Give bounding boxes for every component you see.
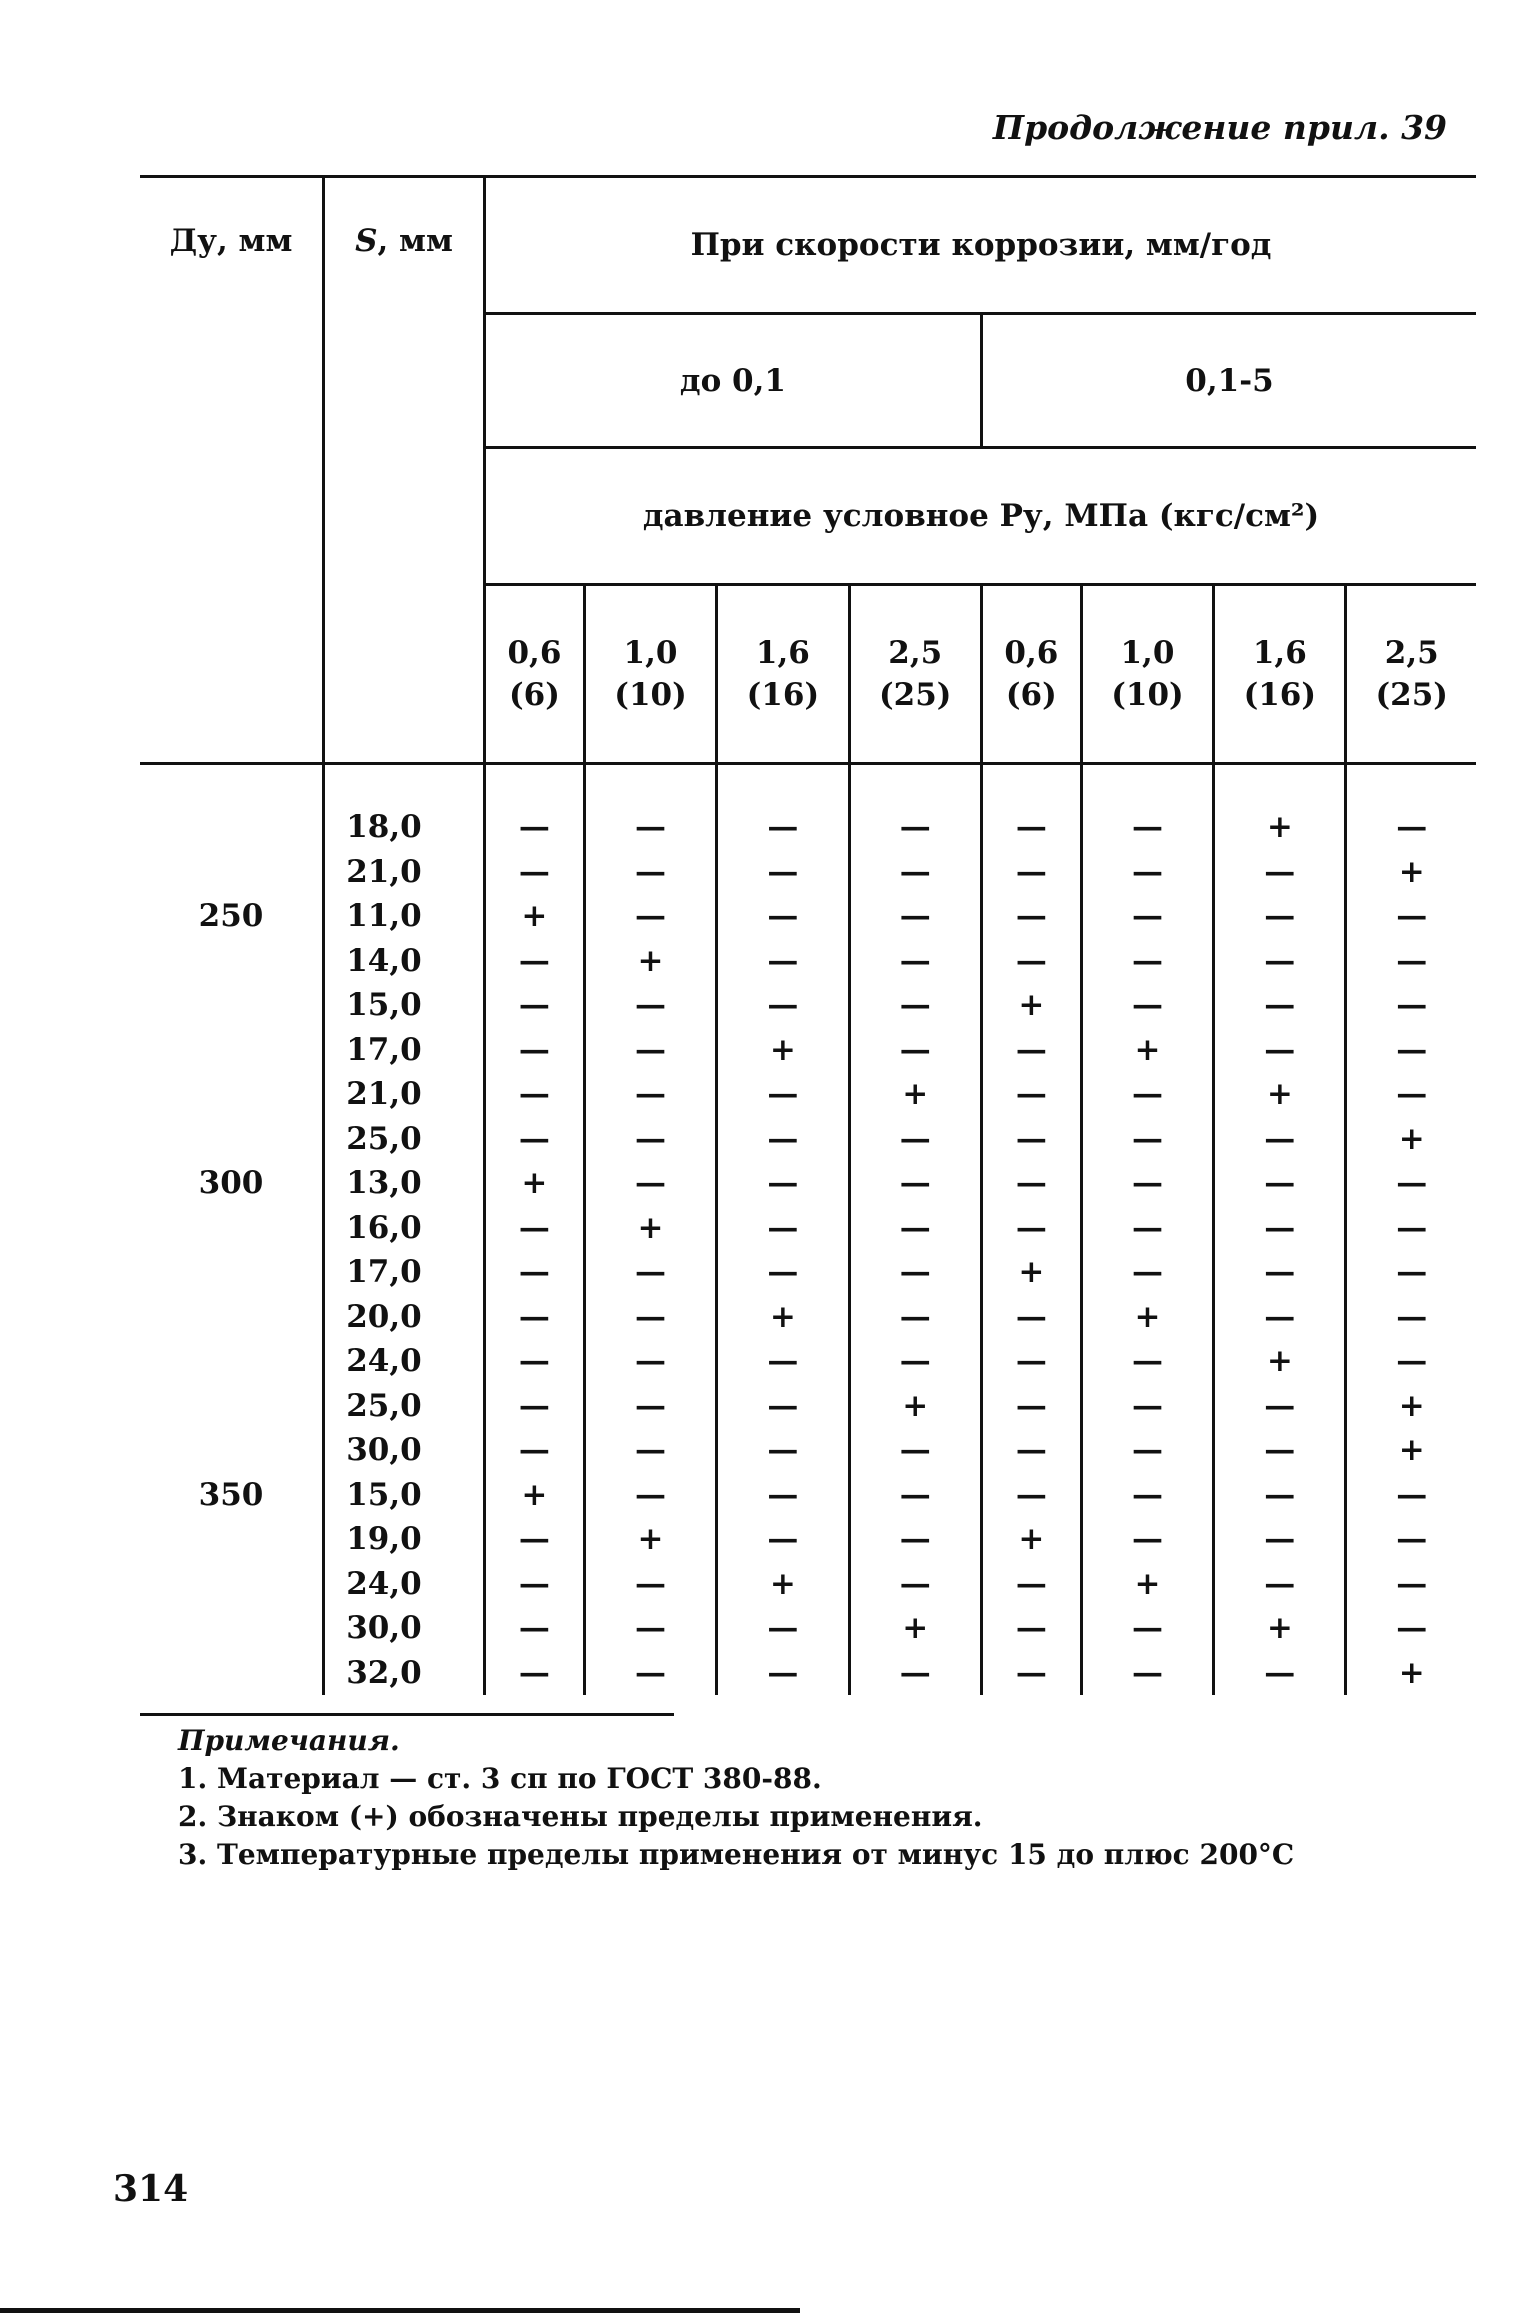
du-value [140,1028,322,1073]
applicability-mark: — [1264,898,1296,934]
du-value [140,1295,322,1340]
applicability-mark: + [1398,1654,1425,1691]
pressure-mpa: 1,0 [623,635,678,671]
pressure-mpa: 1,6 [1252,635,1307,671]
mark-column-7 [1214,764,1346,1696]
applicability-mark: — [767,898,799,934]
applicability-mark: + [1134,1298,1161,1335]
applicability-mark: + [1398,1120,1425,1157]
applicability-mark: — [767,1432,799,1468]
du-value: 300 [198,1165,264,1201]
applicability-mark: — [1131,1387,1163,1424]
applicability-mark: — [899,942,931,979]
pressure-column-header [1214,585,1346,764]
pressure-column-header [584,585,716,764]
applicability-mark: — [1131,942,1163,979]
applicability-mark: — [1131,1432,1163,1468]
s-value: 17,0 [346,1031,422,1068]
du-value: 350 [198,1476,264,1513]
pressure-kgf: (25) [879,677,952,713]
applicability-mark: — [518,1031,550,1068]
applicability-mark: — [1131,898,1163,934]
applicability-mark: + [1266,1076,1293,1112]
pressure-kgf: (25) [1375,677,1448,713]
applicability-mark: + [769,1031,796,1068]
applicability-mark: — [635,1387,667,1424]
du-column [140,764,324,1696]
applicability-mark: — [767,942,799,979]
applicability-mark: — [767,1165,799,1201]
s-value: 30,0 [346,1432,422,1468]
pressure-column-header [485,585,585,764]
applicability-mark: — [1396,987,1428,1023]
applicability-mark: — [1131,1165,1163,1201]
applicability-mark: — [899,853,931,890]
applicability-mark: + [1266,809,1293,845]
applicability-mark: + [637,942,664,979]
applicability-mark: — [899,1031,931,1068]
rate-high-header: 0,1-5 [981,314,1476,448]
applicability-mark: — [1015,1120,1047,1157]
pressure-mpa: 2,5 [888,635,943,671]
applicability-mark: — [1264,1565,1296,1602]
column-header-du: Ду, мм [140,177,324,764]
rate-low-header: до 0,1 [485,314,982,448]
s-value: 32,0 [346,1654,422,1691]
applicability-mark: — [899,1521,931,1557]
pressure-kgf: (10) [614,677,687,713]
applicability-mark: — [1396,942,1428,979]
s-value: 14,0 [346,942,422,979]
applicability-mark: — [1131,1521,1163,1557]
du-value [140,1606,322,1651]
applicability-mark: — [635,1120,667,1157]
applicability-mark: + [1266,1343,1293,1379]
du-value [140,1562,322,1607]
du-value [140,1339,322,1384]
applicability-mark: — [1264,1254,1296,1290]
applicability-mark: — [899,1254,931,1290]
applicability-mark: — [767,1654,799,1691]
applicability-mark: — [635,1610,667,1646]
pressure-column-header [717,585,849,764]
applicability-mark: — [1131,1610,1163,1646]
s-value: 25,0 [346,1120,422,1157]
applicability-mark: + [637,1521,664,1557]
applicability-mark: — [1396,1076,1428,1112]
applicability-mark: — [1396,809,1428,845]
applicability-mark: + [1018,987,1045,1023]
applicability-mark: — [767,987,799,1023]
applicability-mark: — [1015,942,1047,979]
applicability-mark: — [635,1476,667,1513]
pressure-column-header [981,585,1081,764]
applicability-mark: — [767,1521,799,1557]
applicability-mark: — [1264,1654,1296,1691]
s-value: 15,0 [346,987,422,1023]
du-value [140,939,322,984]
mark-column-5 [981,764,1081,1696]
notes [178,1722,1294,1874]
pressure-kgf: (6) [508,677,560,713]
mark-column-1 [485,764,585,1696]
applicability-mark: — [518,1521,550,1557]
pressure-kgf: (6) [1005,677,1057,713]
notes-rule [140,1713,674,1716]
applicability-mark: — [1396,1610,1428,1646]
applicability-mark: — [1015,809,1047,845]
applicability-mark: — [1396,1476,1428,1513]
mark-column-2 [584,764,716,1696]
du-value [140,850,322,895]
applicability-mark: — [1264,1209,1296,1246]
applicability-mark: — [1264,1521,1296,1557]
applicability-mark: — [635,1298,667,1335]
applicability-mark: — [767,809,799,845]
pressure-column-header [849,585,981,764]
applicability-mark: — [635,1165,667,1201]
pressure-mpa: 0,6 [507,635,562,671]
applicability-mark: — [518,1076,550,1112]
applicability-mark: — [1131,809,1163,845]
applicability-mark: + [521,1476,548,1513]
applicability-mark: — [1015,1432,1047,1468]
applicability-mark: — [1131,1476,1163,1513]
applicability-mark: + [637,1209,664,1246]
s-value: 21,0 [346,853,422,890]
applicability-mark: + [1398,1387,1425,1424]
mark-column-6 [1081,764,1213,1696]
applicability-mark: — [518,1565,550,1602]
applicability-mark: + [769,1298,796,1335]
applicability-mark: — [518,1654,550,1691]
s-value: 24,0 [346,1565,422,1602]
applicability-mark: — [518,809,550,845]
notes-title: Примечания. [178,1724,400,1757]
applicability-mark: — [1264,853,1296,890]
s-column [324,764,485,1696]
s-value: 25,0 [346,1387,422,1424]
bottom-rule [0,2308,800,2313]
applicability-mark: — [635,853,667,890]
applicability-mark: — [1264,1476,1296,1513]
s-value: 18,0 [346,809,422,845]
s-value: 17,0 [346,1254,422,1290]
applicability-mark: — [518,853,550,890]
page-header-continuation: Продолжение прил. 39 [992,108,1447,147]
applicability-mark: — [1264,1298,1296,1335]
applicability-mark: — [1131,1654,1163,1691]
applicability-mark: + [1018,1521,1045,1557]
pressure-kgf: (10) [1111,677,1184,713]
applicability-mark: — [1015,853,1047,890]
pressure-kgf: (16) [1243,677,1317,713]
applicability-mark: — [518,987,550,1023]
applicability-mark: — [1015,1298,1047,1335]
applicability-mark: — [899,1343,931,1379]
du-value [140,1250,322,1295]
applicability-mark: — [767,853,799,890]
du-value [140,1428,322,1473]
s-value: 11,0 [346,898,422,934]
applicability-mark: — [767,1476,799,1513]
applicability-mark: — [1131,853,1163,890]
applicability-mark: — [1396,1343,1428,1379]
mark-column-4 [849,764,981,1696]
applicability-mark: + [1266,1610,1293,1646]
applicability-mark: — [1015,1165,1047,1201]
applicability-mark: — [518,1610,550,1646]
applicability-mark: — [1131,1209,1163,1246]
pressure-column-header [1081,585,1213,764]
du-value: 250 [198,898,264,934]
applicability-mark: — [1015,1565,1047,1602]
applicability-mark: — [899,809,931,845]
applicability-mark: — [518,1387,550,1424]
s-value: 20,0 [346,1298,422,1335]
pressure-mpa: 1,0 [1120,635,1175,671]
du-value [140,983,322,1028]
applicability-mark: — [767,1254,799,1290]
applicability-mark: — [1264,1120,1296,1157]
applicability-mark: — [635,1343,667,1379]
applicability-mark: — [635,809,667,845]
s-value: 21,0 [346,1076,422,1112]
applicability-mark: + [902,1387,929,1424]
applicability-mark: — [899,1209,931,1246]
applicability-mark: — [518,1254,550,1290]
applicability-mark: + [1398,1432,1425,1468]
pressure-kgf: (16) [746,677,820,713]
applicability-mark: — [635,1654,667,1691]
du-value [140,805,322,850]
applicability-mark: + [902,1610,929,1646]
note-item: 3. Температурные пределы применения от минус 15 до плюс 200°С [178,1838,1295,1871]
applicability-mark: — [1264,1432,1296,1468]
applicability-mark: — [899,1120,931,1157]
applicability-mark: — [1015,1476,1047,1513]
s-value: 13,0 [346,1165,422,1201]
applicability-mark: — [767,1610,799,1646]
applicability-mark: — [1264,942,1296,979]
applicability-mark: + [902,1076,929,1112]
applicability-mark: + [521,1165,548,1201]
mark-column-3 [717,764,849,1696]
applicability-mark: — [1264,987,1296,1023]
du-value [140,1072,322,1117]
applicability-mark: — [1131,1120,1163,1157]
applicability-mark: — [1015,1031,1047,1068]
rate-header: При скорости коррозии, мм/год [485,177,1477,314]
applicability-mark: — [899,1654,931,1691]
data-table [140,175,1476,1695]
applicability-mark: — [1015,898,1047,934]
applicability-mark: — [635,1565,667,1602]
applicability-mark: — [518,1120,550,1157]
note-item: 2. Знаком (+) обозначены пределы применения. [178,1800,983,1833]
applicability-mark: — [1015,1076,1047,1112]
applicability-mark: — [899,1476,931,1513]
applicability-mark: — [767,1387,799,1424]
applicability-mark: — [767,1076,799,1112]
applicability-mark: — [518,1298,550,1335]
applicability-mark: — [635,1254,667,1290]
applicability-mark: — [1131,1076,1163,1112]
s-value: 24,0 [346,1343,422,1379]
du-value [140,1517,322,1562]
du-value [140,1117,322,1162]
applicability-mark: — [518,1432,550,1468]
applicability-mark: + [521,898,548,934]
applicability-mark: — [1131,1343,1163,1379]
applicability-mark: — [1396,1165,1428,1201]
pressure-mpa: 1,6 [755,635,810,671]
applicability-mark: — [635,987,667,1023]
applicability-mark: — [1264,1165,1296,1201]
applicability-mark: + [1134,1565,1161,1602]
applicability-mark: — [1015,1343,1047,1379]
du-value [140,1384,322,1429]
applicability-mark: — [1396,898,1428,934]
applicability-mark: — [1396,1565,1428,1602]
applicability-mark: — [899,1432,931,1468]
applicability-mark: — [1015,1654,1047,1691]
applicability-mark: — [1396,1031,1428,1068]
page-number: 314 [113,2168,189,2210]
applicability-mark: — [899,987,931,1023]
mark-column-8 [1346,764,1476,1696]
applicability-mark: — [635,898,667,934]
s-value: 30,0 [346,1610,422,1646]
applicability-mark: — [767,1120,799,1157]
pressure-mpa: 2,5 [1384,635,1439,671]
applicability-mark: + [1398,853,1425,890]
applicability-mark: — [899,1298,931,1335]
applicability-mark: — [767,1343,799,1379]
du-value [140,1206,322,1251]
applicability-mark: — [1264,1387,1296,1424]
applicability-mark: — [1396,1521,1428,1557]
applicability-mark: — [1015,1209,1047,1246]
applicability-mark: — [518,1209,550,1246]
applicability-mark: — [1264,1031,1296,1068]
applicability-mark: — [1015,1610,1047,1646]
applicability-mark: — [1396,1209,1428,1246]
pressure-header: давление условное Ру, МПа (кгс/см²) [485,448,1477,585]
applicability-mark: — [1131,1254,1163,1290]
s-value: 15,0 [346,1476,422,1513]
applicability-mark: + [769,1565,796,1602]
applicability-mark: — [1131,987,1163,1023]
applicability-mark: — [635,1432,667,1468]
applicability-mark: — [1396,1298,1428,1335]
du-value [140,1651,322,1696]
applicability-mark: — [899,1165,931,1201]
applicability-mark: — [518,1343,550,1379]
applicability-mark: — [899,898,931,934]
s-value: 16,0 [346,1209,422,1246]
note-item: 1. Материал — ст. 3 сп по ГОСТ 380-88. [178,1762,822,1795]
applicability-mark: — [899,1565,931,1602]
applicability-mark: + [1018,1254,1045,1290]
applicability-mark: — [1015,1387,1047,1424]
pressure-column-header [1346,585,1476,764]
column-header-s: S, мм [324,177,485,764]
applicability-mark: — [767,1209,799,1246]
s-value: 19,0 [346,1521,422,1557]
applicability-mark: + [1134,1031,1161,1068]
applicability-mark: — [635,1031,667,1068]
applicability-mark: — [635,1076,667,1112]
applicability-mark: — [1396,1254,1428,1290]
pressure-mpa: 0,6 [1004,635,1059,671]
applicability-mark: — [518,942,550,979]
